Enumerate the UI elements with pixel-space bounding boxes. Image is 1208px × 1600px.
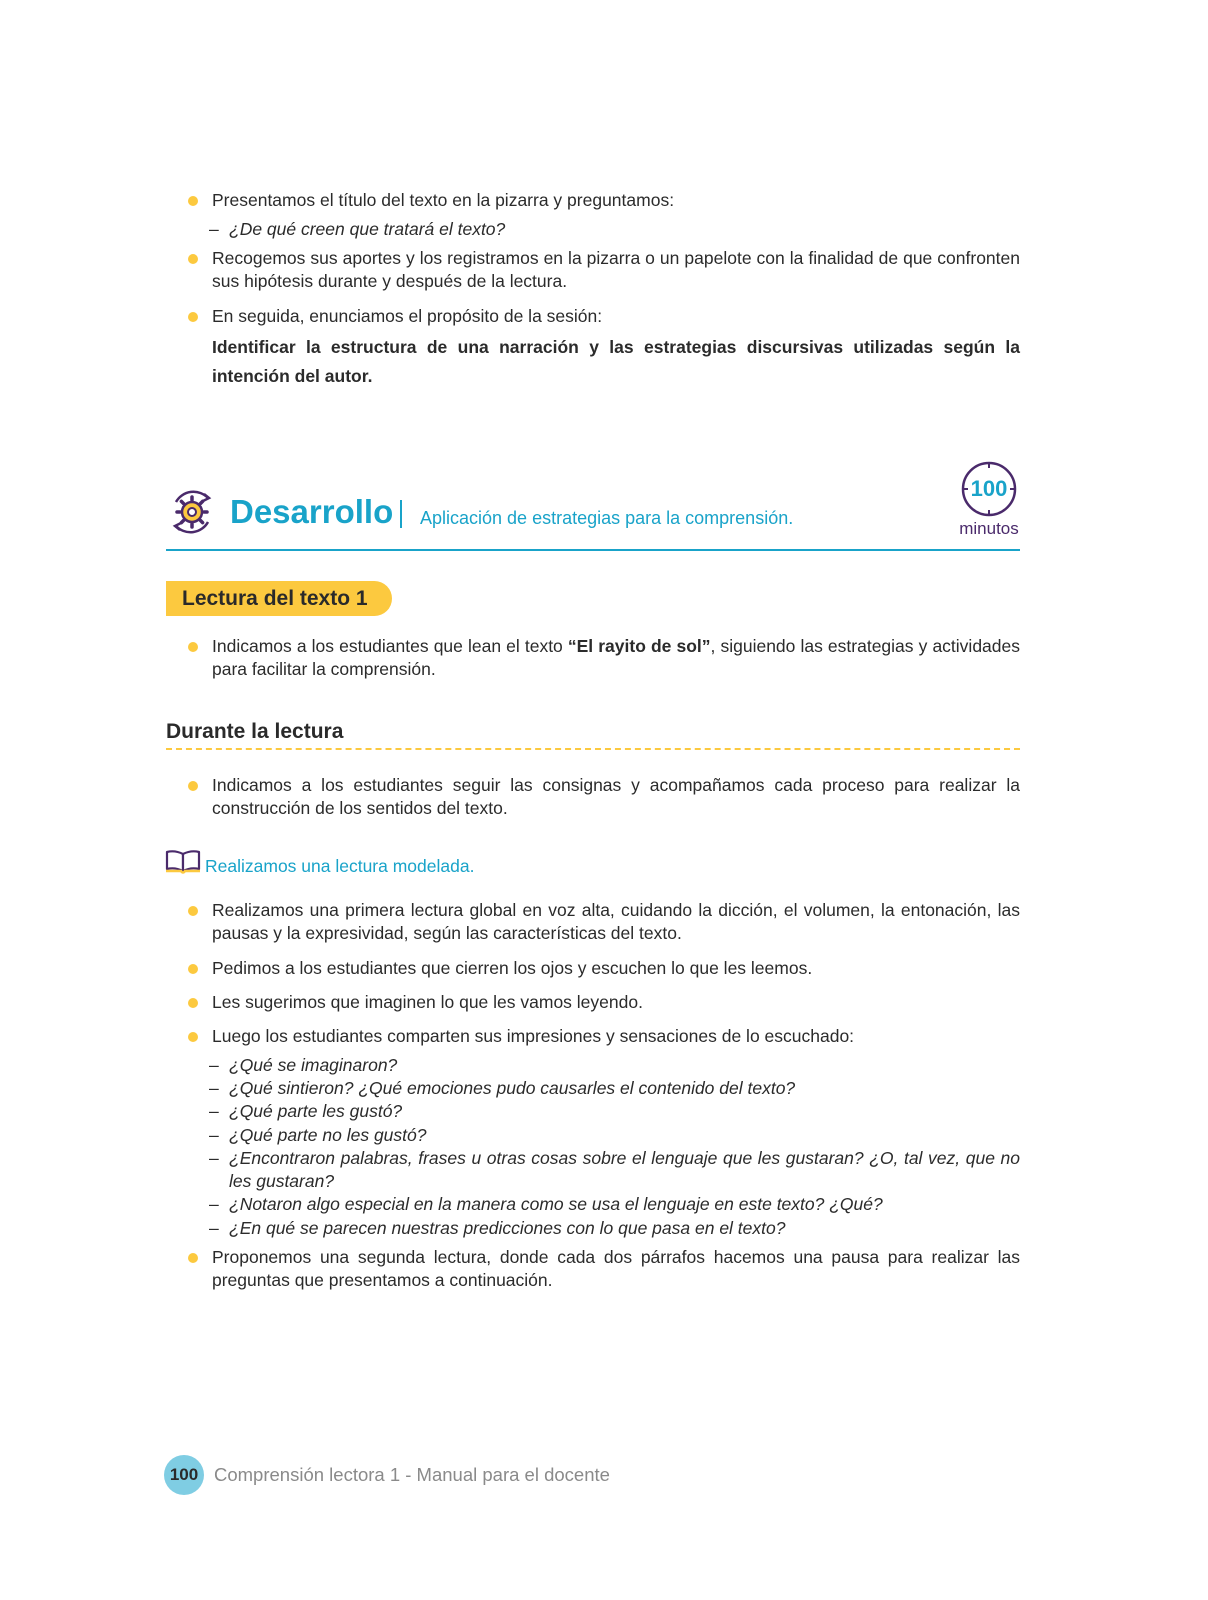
- gear-icon: [166, 486, 218, 538]
- modeled-reading-label: Realizamos una lectura modelada.: [205, 856, 475, 876]
- bullet-dot: [188, 906, 198, 916]
- question-item: – ¿En qué se parecen nuestras predicciones con lo que pasa en el texto?: [209, 1218, 786, 1238]
- page-number: 100: [169, 1465, 199, 1484]
- bullet-dot: [188, 642, 198, 652]
- bullet-dot: [188, 998, 198, 1008]
- question-item: – ¿Encontraron palabras, frases u otras cosas sobre el lenguaje que les gustaran? ¿O, tal vez, que no les gustaran?: [209, 1148, 1020, 1191]
- footer-text: Comprensión lectora 1 - Manual para el docente: [214, 1464, 610, 1485]
- list-item: Les sugerimos que imaginen lo que les vamos leyendo.: [212, 991, 1020, 1014]
- bullet-dot: [188, 781, 198, 791]
- list-item: Pedimos a los estudiantes que cierren los ojos y escuchen lo que les leemos.: [212, 957, 1020, 980]
- page-number-badge: [164, 1455, 204, 1495]
- timer-value: 100: [970, 476, 1008, 501]
- bullet-dot: [188, 254, 198, 264]
- section-tag: [166, 581, 392, 616]
- text-title: “El rayito de sol”: [567, 636, 711, 656]
- subsection-heading: Durante la lectura: [166, 720, 344, 743]
- list-item: Presentamos el título del texto en la pizarra y preguntamos:: [212, 189, 1020, 212]
- dashed-divider: [166, 748, 1020, 750]
- list-item: Realizamos una primera lectura global en voz alta, cuidando la dicción, el volumen, la entonación, las pausas y la expresividad, según las características del texto.: [212, 899, 1020, 945]
- question-item: – ¿Notaron algo especial en la manera como se usa el lenguaje en este texto? ¿Qué?: [209, 1194, 883, 1214]
- question-item: – ¿Qué parte no les gustó?: [209, 1125, 427, 1145]
- list-item: Indicamos a los estudiantes que lean el texto “El rayito de sol”, siguiendo las estrategias y actividades para facilitar la comprensión.: [212, 635, 1020, 681]
- bullet-dot: [188, 1253, 198, 1263]
- list-item: Proponemos una segunda lectura, donde cada dos párrafos hacemos una pausa para realizar las preguntas que presentamos a continuación.: [212, 1246, 1020, 1292]
- question-item: – ¿Qué parte les gustó?: [209, 1101, 403, 1121]
- section-subtitle: Aplicación de estrategias para la comprensión.: [420, 508, 794, 528]
- bullet-dot: [188, 964, 198, 974]
- timer-unit: minutos: [959, 519, 1019, 538]
- section-rule: [166, 549, 1020, 551]
- session-purpose: Identificar la estructura de una narración y las estrategias discursivas utilizadas según la intención del autor.: [212, 337, 1020, 386]
- list-item: En seguida, enunciamos el propósito de la sesión:: [212, 305, 1020, 328]
- section-title: Desarrollo: [230, 493, 394, 530]
- question-item: – ¿Qué se imaginaron?: [209, 1055, 398, 1075]
- list-item: Indicamos a los estudiantes seguir las consignas y acompañamos cada proceso para realizar la construcción de los sentidos del texto.: [212, 774, 1020, 820]
- book-icon: [165, 849, 201, 875]
- section-tag-label: Lectura del texto 1: [182, 587, 368, 610]
- question-item: – ¿De qué creen que tratará el texto?: [209, 219, 506, 239]
- bullet-dot: [188, 1032, 198, 1042]
- question-item: – ¿Qué sintieron? ¿Qué emociones pudo causarles el contenido del texto?: [209, 1078, 796, 1098]
- bullet-dot: [188, 196, 198, 206]
- list-item: Luego los estudiantes comparten sus impresiones y sensaciones de lo escuchado:: [212, 1025, 1020, 1048]
- list-item: Recogemos sus aportes y los registramos en la pizarra o un papelote con la finalidad de que confronten sus hipótesis durante y después de la lectura.: [212, 247, 1020, 293]
- title-divider: [400, 500, 402, 528]
- bullet-dot: [188, 312, 198, 322]
